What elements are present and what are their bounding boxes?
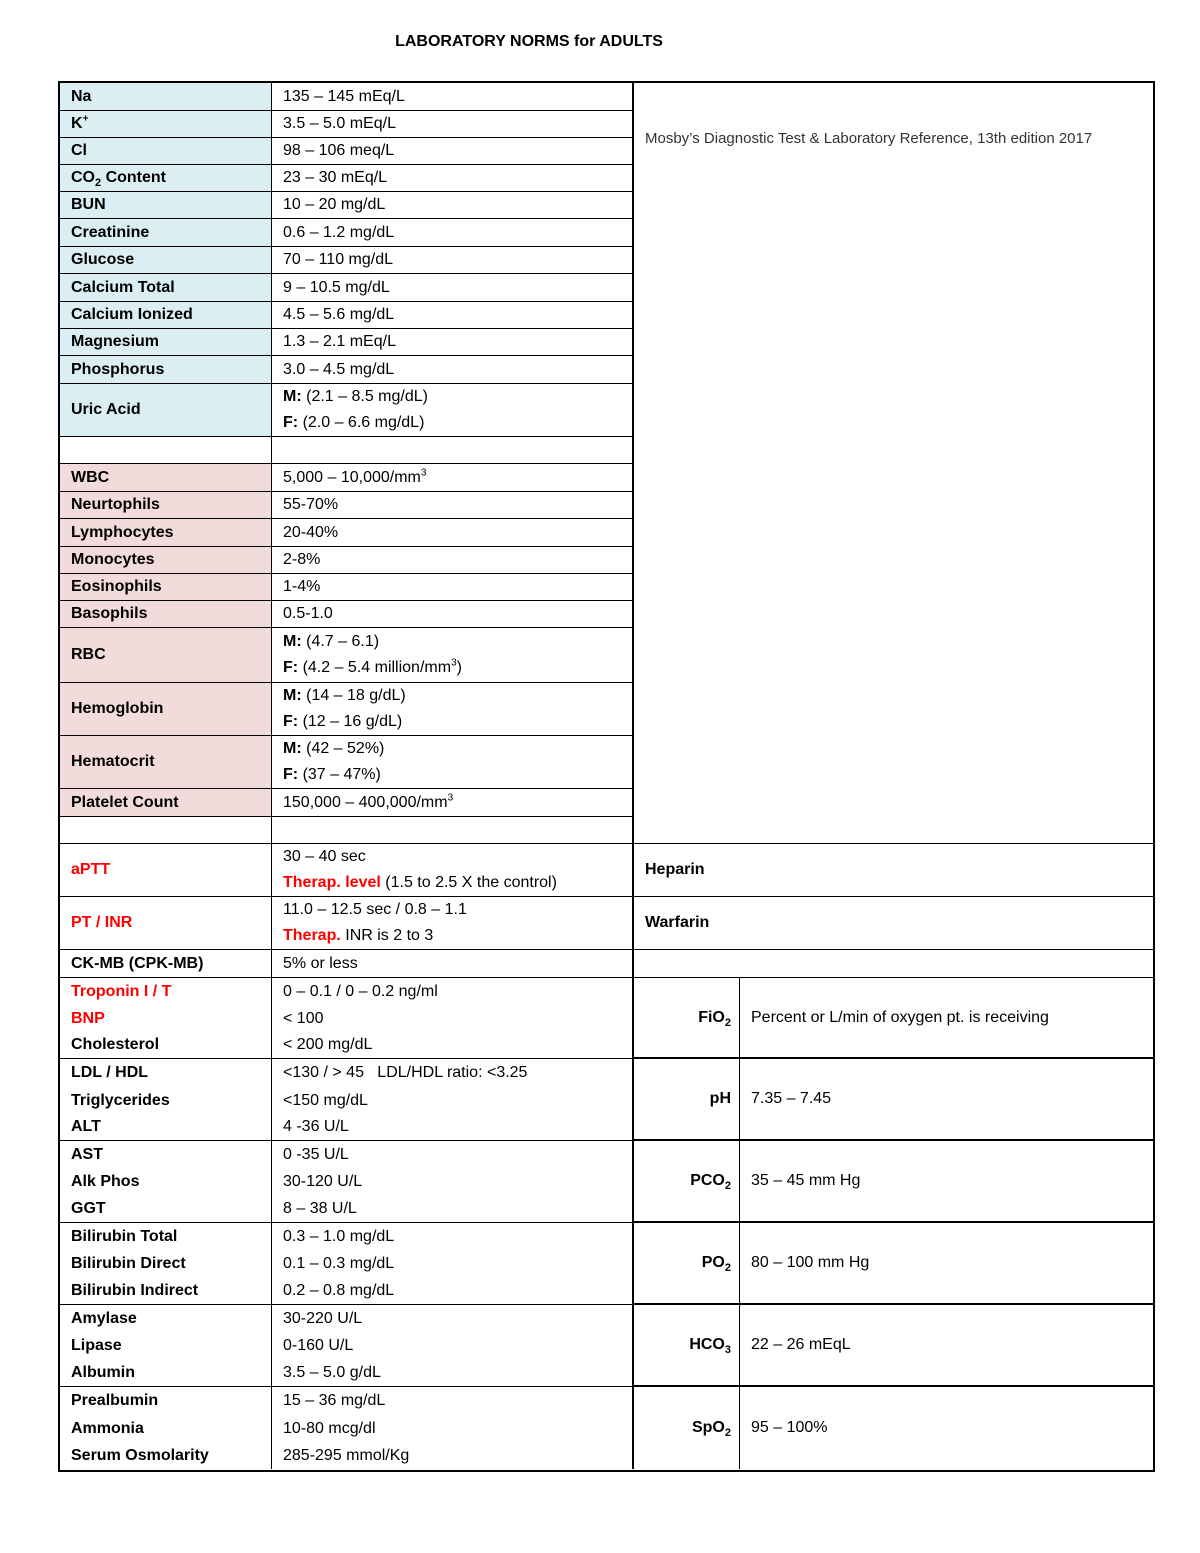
- row-value-na: 135 – 145 mEq/L: [272, 83, 634, 111]
- aptt-drug: Heparin: [634, 844, 1155, 897]
- row-label-ldl-hdl: LDL / HDL: [60, 1059, 272, 1087]
- abg-label-hco3: $HCO_3$: [634, 1305, 740, 1387]
- abg-label-fio2: FiO$_2$: [634, 978, 740, 1059]
- row-value-lipase: 0-160 U/L: [272, 1332, 634, 1360]
- row-label-rbc: RBC: [60, 628, 272, 683]
- row-label-platelet: Platelet Count: [60, 789, 272, 817]
- row-value-serum-osmolarity: 285-295 mmol/Kg: [272, 1442, 634, 1469]
- abg-label-po2: $PO_2$: [634, 1223, 740, 1305]
- row-label-lipase: Lipase: [60, 1332, 272, 1360]
- row-value-bun: 10 – 20 mg/dL: [272, 192, 634, 219]
- row-label-na: Na: [60, 83, 272, 111]
- row-value-neutrophils: 55-70%: [272, 492, 634, 519]
- row-value-bilirubin-direct: 0.1 – 0.3 mg/dL: [272, 1250, 634, 1278]
- row-value-bnp: < 100: [272, 1005, 634, 1032]
- row-value-triglycerides: <150 mg/dL: [272, 1087, 634, 1114]
- row-value-prealbumin: 15 – 36 mg/dL: [272, 1387, 634, 1415]
- row-value-alk-phos: 30-120 U/L: [272, 1168, 634, 1196]
- row-value-ammonia: 10-80 mcg/dl: [272, 1415, 634, 1442]
- row-value-ggt: 8 – 38 U/L: [272, 1196, 634, 1223]
- row-value-bilirubin-total: 0.3 – 1.0 mg/dL: [272, 1223, 634, 1250]
- row-value-basophils: 0.5-1.0: [272, 601, 634, 628]
- row-label-bilirubin-indirect: Bilirubin Indirect: [60, 1278, 272, 1305]
- row-value-ldl-hdl: <130 / > 45 LDL/HDL ratio: <3.25: [272, 1059, 634, 1087]
- row-label-phosphorus: Phosphorus: [60, 356, 272, 384]
- row-label-cholesterol: Cholesterol: [60, 1032, 272, 1059]
- row-value-hemoglobin: M: (14 – 18 g/dL) F: (12 – 16 g/dL): [272, 683, 634, 736]
- row-value-creatinine: 0.6 – 1.2 mg/dL: [272, 219, 634, 247]
- row-label-wbc: WBC: [60, 464, 272, 492]
- row-value-calcium-ionized: 4.5 – 5.6 mg/dL: [272, 302, 634, 329]
- row-label-triglycerides: Triglycerides: [60, 1087, 272, 1114]
- pt-inr-drug: Warfarin: [634, 897, 1155, 950]
- row-label-k: K+: [60, 111, 272, 138]
- row-value-bilirubin-indirect: 0.2 – 0.8 mg/dL: [272, 1278, 634, 1305]
- row-label-calcium-total: Calcium Total: [60, 274, 272, 302]
- row-value-cholesterol: < 200 mg/dL: [272, 1032, 634, 1059]
- abg-label-ph: pH: [634, 1059, 740, 1141]
- row-label-eosinophils: Eosinophils: [60, 574, 272, 601]
- row-value-troponin: 0 – 0.1 / 0 – 0.2 ng/ml: [272, 978, 634, 1005]
- row-label-ammonia: Ammonia: [60, 1415, 272, 1442]
- row-label-albumin: Albumin: [60, 1360, 272, 1387]
- spacer-row: [60, 437, 272, 464]
- row-value-albumin: 3.5 – 5.0 g/dL: [272, 1360, 634, 1387]
- row-value-hematocrit: M: (42 – 52%) F: (37 – 47%): [272, 736, 634, 789]
- row-label-ast: AST: [60, 1141, 272, 1168]
- row-label-amylase: Amylase: [60, 1305, 272, 1332]
- abg-label-spo2: SpO$_2$: [634, 1387, 740, 1469]
- row-value-calcium-total: 9 – 10.5 mg/dL: [272, 274, 634, 302]
- row-label-hematocrit: Hematocrit: [60, 736, 272, 789]
- reference-note: Mosby’s Diagnostic Test & Laboratory Reference, 13th edition 2017: [634, 83, 1155, 844]
- row-value-wbc: $5,000 - 10,000/mm^3$: [272, 464, 634, 492]
- row-label-bnp: BNP: [60, 1005, 272, 1032]
- row-label-bun: BUN: [60, 192, 272, 219]
- row-value-monocytes: 2-8%: [272, 547, 634, 574]
- abg-value-spo2: 95 – 100%: [751, 1419, 828, 1436]
- abg-value-pco2: 35 – 45 mm Hg: [740, 1141, 1155, 1223]
- row-value-glucose: 70 – 110 mg/dL: [272, 247, 634, 274]
- row-label-bilirubin-total: Bilirubin Total: [60, 1223, 272, 1250]
- row-label-ggt: GGT: [60, 1196, 272, 1223]
- lab-norms-table: [58, 81, 1155, 1472]
- spacer-row: [272, 437, 634, 464]
- row-value-lymphocytes: 20-40%: [272, 519, 634, 547]
- row-label-pt-inr: PT / INR: [60, 897, 272, 950]
- row-value-rbc: M: (4.7 – 6.1) F: (4.2 – 5.4 million/$mm^3$): [272, 628, 634, 683]
- row-label-aptt: aPTT: [60, 844, 272, 897]
- row-label-glucose: Glucose: [60, 247, 272, 274]
- row-value-eosinophils: 1-4%: [272, 574, 634, 601]
- row-value-ast: 0 -35 U/L: [272, 1141, 634, 1168]
- row-value-co2: 23 – 30 mEq/L: [272, 165, 634, 192]
- abg-value-hco3: 22 – 26 mEqL: [740, 1305, 1155, 1387]
- row-label-uric-acid: Uric Acid: [60, 384, 272, 437]
- spacer-row: [272, 817, 634, 844]
- row-label-ck-mb: CK-MB (CPK-MB): [60, 950, 272, 978]
- row-label-serum-osmolarity: Serum Osmolarity: [60, 1442, 272, 1469]
- row-label-co2: $CO_2$ Content: [60, 165, 272, 192]
- row-value-magnesium: 1.3 – 2.1 mEq/L: [272, 329, 634, 356]
- blank-cell: [634, 950, 1155, 978]
- row-label-creatinine: Creatinine: [60, 219, 272, 247]
- row-value-cl: 98 – 106 meq/L: [272, 138, 634, 165]
- row-label-basophils: Basophils: [60, 601, 272, 628]
- row-value-platelet: $150,000 - 400,000/mm^3$: [272, 789, 634, 817]
- row-value-uric-acid: M: (2.1 – 8.5 mg/dL) F: (2.0 – 6.6 mg/dL): [272, 384, 634, 437]
- page-title: LABORATORY NORMS for ADULTS: [395, 33, 663, 50]
- abg-value-ph: 7.35 – 7.45: [740, 1059, 1155, 1141]
- row-value-alt: 4 -36 U/L: [272, 1114, 634, 1141]
- abg-label-pco2: $PCO_2$: [634, 1141, 740, 1223]
- row-label-troponin: Troponin I / T: [60, 978, 272, 1005]
- abg-value-po2: 80 – 100 mm Hg: [740, 1223, 1155, 1305]
- row-label-lymphocytes: Lymphocytes: [60, 519, 272, 547]
- row-label-bilirubin-direct: Bilirubin Direct: [60, 1250, 272, 1278]
- row-label-alk-phos: Alk Phos: [60, 1168, 272, 1196]
- row-label-hemoglobin: Hemoglobin: [60, 683, 272, 736]
- row-label-calcium-ionized: Calcium Ionized: [60, 302, 272, 329]
- row-value-aptt: 30 – 40 sec Therap. level (1.5 to 2.5 X the control): [272, 844, 634, 897]
- row-label-monocytes: Monocytes: [60, 547, 272, 574]
- row-value-amylase: 30-220 U/L: [272, 1305, 634, 1332]
- row-value-k: 3.5 – 5.0 mEq/L: [272, 111, 634, 138]
- abg-value-fio2: Percent or L/min of oxygen pt. is receiving: [740, 978, 1155, 1059]
- row-label-cl: Cl: [60, 138, 272, 165]
- spacer-row: [60, 817, 272, 844]
- row-value-pt-inr: 11.0 – 12.5 sec / 0.8 – 1.1 Therap. INR is 2 to 3: [272, 897, 634, 950]
- row-label-alt: ALT: [60, 1114, 272, 1141]
- row-label-magnesium: Magnesium: [60, 329, 272, 356]
- row-label-neutrophils: Neurtophils: [60, 492, 272, 519]
- row-label-prealbumin: Prealbumin: [60, 1387, 272, 1415]
- row-value-ck-mb: 5% or less: [272, 950, 634, 978]
- row-value-phosphorus: 3.0 – 4.5 mg/dL: [272, 356, 634, 384]
